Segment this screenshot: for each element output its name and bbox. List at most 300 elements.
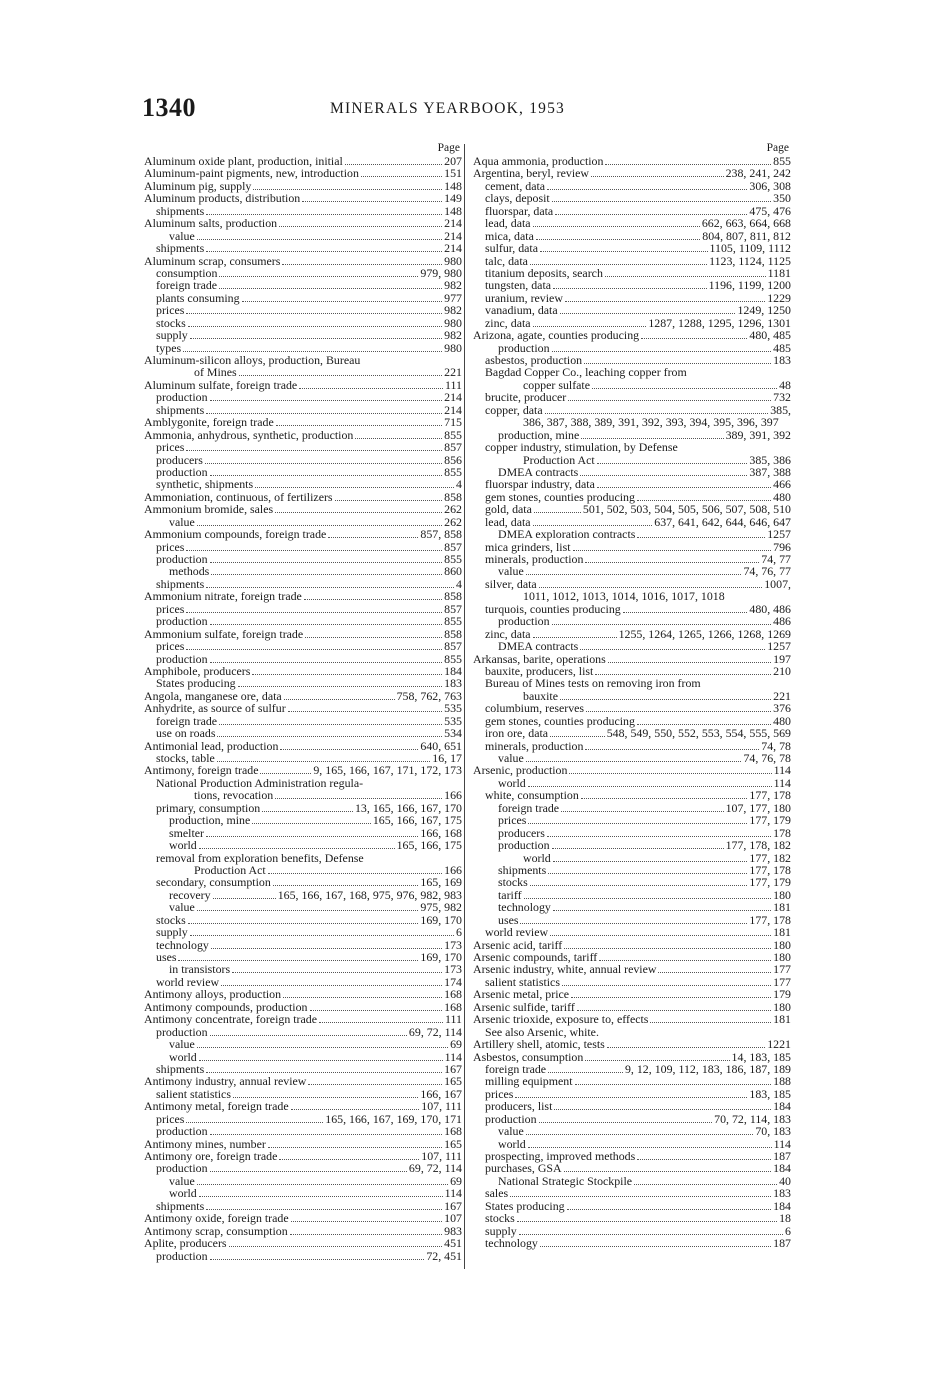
entry-pages: 167 <box>444 1198 462 1213</box>
entry-pages: 758, 762, 763 <box>396 688 462 703</box>
index-entry <box>144 565 462 577</box>
index-entry <box>473 528 791 540</box>
entry-text: stocks <box>156 912 186 927</box>
leader-dots <box>680 443 789 451</box>
entry-pages: 165, 166, 175 <box>396 838 462 853</box>
entry-text: Artillery shell, atomic, tests <box>473 1037 605 1052</box>
entry-pages: 177 <box>773 974 791 989</box>
entry-pages: 855 <box>444 464 462 479</box>
entry-text: Aluminum-paint pigments, new, introduction <box>144 166 359 181</box>
index-entry <box>473 590 791 602</box>
entry-pages: 857 <box>444 539 462 554</box>
index-entry <box>144 1125 462 1137</box>
leader-dots <box>355 430 442 439</box>
entry-text: consumption <box>156 265 218 280</box>
entry-pages: 640, 651 <box>420 738 462 753</box>
index-entry <box>144 1162 462 1174</box>
entry-text: titanium deposits, search <box>485 265 603 280</box>
entry-text: removal from exploration benefits, Defense <box>156 850 364 865</box>
index-entry <box>473 1013 791 1025</box>
entry-text: milling equipment <box>485 1074 573 1089</box>
entry-text: prices <box>156 1111 185 1126</box>
entry-pages: 221 <box>773 688 791 703</box>
leader-dots <box>689 368 789 376</box>
leader-dots <box>276 417 442 426</box>
entry-text: prices <box>156 639 185 654</box>
entry-pages: 168 <box>444 1124 462 1139</box>
index-entry <box>473 478 791 490</box>
entry-text: clays, deposit <box>485 191 550 206</box>
entry-text: Antimonial lead, production <box>144 738 279 753</box>
entry-text: Arsenic metal, price <box>473 987 570 1002</box>
leader-dots <box>526 1126 754 1135</box>
entry-pages: 72, 451 <box>426 1248 462 1263</box>
entry-text: fluorspar industry, data <box>485 477 595 492</box>
entry-pages: 177, 178, 182 <box>725 838 791 853</box>
entry-pages: 187 <box>773 1236 791 1251</box>
entry-text: Antimony metal, foreign trade <box>144 1099 289 1114</box>
entry-text: shipments <box>156 241 205 256</box>
leader-dots <box>597 455 748 464</box>
leader-dots <box>552 343 772 352</box>
page-number: 1340 <box>142 93 196 122</box>
entry-text: lead, data <box>485 216 531 231</box>
entry-text: value <box>169 900 195 915</box>
leader-dots <box>585 741 759 750</box>
leader-dots <box>540 243 708 252</box>
entry-text: production <box>156 552 208 566</box>
entry-pages: 982 <box>444 278 462 293</box>
index-entry <box>473 366 791 378</box>
entry-text: mica grinders, list <box>485 539 571 554</box>
index-entry <box>144 615 462 627</box>
entry-text: production, mine <box>169 813 251 828</box>
entry-text: Aplite, producers <box>144 1236 227 1251</box>
entry-text: vanadium, data <box>485 303 558 318</box>
entry-text: foreign trade <box>156 278 218 293</box>
leader-dots <box>260 765 311 774</box>
leader-dots <box>279 1151 419 1160</box>
entry-text: technology <box>498 900 551 915</box>
page-column-label: Page <box>437 142 460 154</box>
entry-text: Amblygonite, foreign trade <box>144 415 274 430</box>
leader-dots <box>595 666 771 675</box>
running-head: MINERALS YEARBOOK, 1953 <box>330 100 565 117</box>
leader-dots <box>599 952 771 961</box>
index-entry <box>144 192 462 204</box>
entry-pages: 107, 111 <box>421 1099 462 1114</box>
leader-dots <box>568 392 771 401</box>
leader-dots <box>520 915 747 924</box>
entry-text: technology <box>485 1236 538 1251</box>
entry-pages: 214 <box>444 402 462 417</box>
index-entry <box>144 1237 462 1249</box>
entry-pages: 177 <box>773 962 791 977</box>
entry-text: shipments <box>498 862 547 877</box>
leader-dots <box>186 542 442 551</box>
entry-pages: 107, 111 <box>421 1149 462 1163</box>
entry-text: value <box>169 228 195 243</box>
entry-text: Aluminum sulfate, foreign trade <box>144 377 298 392</box>
leader-dots <box>637 529 765 538</box>
index-entry <box>144 789 462 801</box>
entry-text: Arizona, agate, counties producing <box>473 328 640 343</box>
entry-text: Angola, manganese ore, data <box>144 688 282 703</box>
entry-text: production <box>485 1111 537 1126</box>
leader-dots <box>211 940 442 949</box>
entry-pages: 165, 166, 167, 169, 170, 171 <box>325 1111 462 1126</box>
index-entry <box>144 478 462 490</box>
entry-text: copper industry, stimulation, by Defense <box>485 440 678 455</box>
index-entry <box>144 329 462 341</box>
entry-text: fluorspar, data <box>485 203 554 218</box>
entry-text: producers <box>156 452 203 467</box>
leader-dots <box>233 1089 418 1098</box>
entry-pages: 855 <box>444 614 462 629</box>
leader-dots <box>197 231 442 240</box>
entry-text: DMEA contracts <box>498 464 579 479</box>
leader-dots <box>206 243 442 252</box>
entry-pages: 214 <box>444 228 462 243</box>
entry-text: bauxite <box>523 688 558 703</box>
leader-dots <box>552 840 724 849</box>
leader-dots <box>781 418 789 426</box>
entry-pages: 451 <box>444 1236 462 1251</box>
entry-text: prices <box>156 303 185 318</box>
entry-text: shipments <box>156 203 205 218</box>
leader-dots <box>365 779 460 787</box>
entry-pages: 1257 <box>767 527 791 542</box>
entry-text: value <box>498 1124 524 1139</box>
entry-text: Arsenic, production <box>473 763 568 778</box>
index-entry <box>473 1162 791 1174</box>
index-entry <box>473 988 791 1000</box>
entry-text: world <box>523 850 551 865</box>
entry-pages: 74, 76, 77 <box>743 564 791 579</box>
entry-pages: 480 <box>773 489 791 504</box>
index-entry <box>473 279 791 291</box>
entry-pages: 262 <box>444 514 462 529</box>
entry-pages: 14, 183, 185 <box>731 1049 791 1064</box>
entry-pages: 858 <box>444 626 462 641</box>
entry-text: world review <box>156 974 220 989</box>
entry-text: foreign trade <box>485 1061 547 1076</box>
leader-dots <box>186 442 442 451</box>
leader-dots <box>536 231 700 240</box>
leader-dots <box>539 579 763 588</box>
leader-dots <box>238 678 443 687</box>
entry-text: Bagdad Copper Co., leaching copper from <box>485 365 687 380</box>
leader-dots <box>219 268 418 277</box>
entry-text: Arsenic compounds, tariff <box>473 950 598 964</box>
entry-text: stocks <box>485 1211 515 1226</box>
entry-text: Ammonium nitrate, foreign trade <box>144 589 302 604</box>
entry-pages: 534 <box>444 726 462 741</box>
leader-dots <box>561 803 724 812</box>
leader-dots <box>210 1126 443 1135</box>
leader-dots <box>319 1014 443 1023</box>
leader-dots <box>210 654 443 663</box>
entry-text: value <box>498 751 524 765</box>
index-entry <box>144 391 462 403</box>
leader-dots <box>219 280 442 289</box>
entry-text: uses <box>156 950 177 964</box>
entry-pages: 177, 178 <box>749 912 791 927</box>
index-entry <box>144 852 462 864</box>
entry-text: stocks <box>498 875 528 890</box>
leader-dots <box>637 716 771 725</box>
entry-pages: 1007, <box>764 576 791 591</box>
leader-dots <box>586 703 771 712</box>
index-entry <box>144 1038 462 1050</box>
entry-pages: 238, 241, 242 <box>725 166 791 181</box>
leader-dots <box>562 977 771 986</box>
leader-dots <box>283 989 442 998</box>
leader-dots <box>533 629 617 638</box>
entry-text: Antimony mines, number <box>144 1136 266 1151</box>
index-entry <box>473 441 791 453</box>
entry-pages: 376 <box>773 701 791 716</box>
entry-pages: 177, 182 <box>749 850 791 865</box>
entry-text: Asbestos, consumption <box>473 1049 584 1064</box>
index-entry <box>473 839 791 851</box>
entry-pages: 306, 308 <box>749 178 791 193</box>
leader-dots <box>637 492 771 501</box>
entry-pages: 181 <box>773 925 791 940</box>
entry-text: DMEA exploration contracts <box>498 527 636 542</box>
entry-text: sulfur, data <box>485 241 539 256</box>
entry-pages: 149 <box>444 191 462 206</box>
leader-dots <box>540 1238 771 1247</box>
leader-dots <box>252 815 371 824</box>
entry-pages: 184 <box>773 1161 791 1176</box>
entry-text: production, mine <box>498 427 580 442</box>
index-entry <box>144 1250 462 1262</box>
index-entry <box>144 988 462 1000</box>
entry-pages: 187 <box>773 1149 791 1163</box>
entry-pages: 181 <box>773 900 791 915</box>
entry-pages: 180 <box>773 950 791 964</box>
leader-dots <box>584 355 771 364</box>
leader-dots <box>229 1238 443 1247</box>
entry-text: iron ore, data <box>485 726 549 741</box>
index-entry <box>144 590 462 602</box>
index-entry <box>473 876 791 888</box>
entry-pages: 177, 179 <box>749 813 791 828</box>
entry-text: Arsenic trioxide, exposure to, effects <box>473 1012 649 1027</box>
leader-dots <box>197 902 419 911</box>
entry-pages: 184 <box>773 1099 791 1114</box>
entry-text: Antimony alloys, production <box>144 987 282 1002</box>
leader-dots <box>605 268 766 277</box>
index-entry <box>144 628 462 640</box>
entry-pages: 114 <box>773 763 791 778</box>
leader-dots <box>545 405 769 414</box>
entry-text: foreign trade <box>156 713 218 728</box>
entry-pages: 662, 663, 664, 668 <box>701 216 791 231</box>
leader-dots <box>555 206 747 215</box>
entry-pages: 480, 486 <box>749 601 791 616</box>
entry-text: methods <box>169 564 210 579</box>
entry-pages: 69, 72, 114 <box>408 1161 462 1176</box>
leader-dots <box>288 703 442 712</box>
leader-dots <box>199 1188 443 1197</box>
entry-text: use on roads <box>156 726 216 741</box>
entry-pages: 262 <box>444 502 462 517</box>
entry-pages: 114 <box>444 1049 462 1064</box>
index-entry <box>473 814 791 826</box>
leader-dots <box>262 803 353 812</box>
entry-text: Aluminum products, distribution <box>144 191 301 206</box>
entry-pages: 70, 183 <box>755 1124 791 1139</box>
index-entry <box>473 1237 791 1249</box>
entry-pages: 173 <box>444 962 462 977</box>
leader-dots <box>183 343 442 352</box>
entry-text: Production Act <box>523 452 595 467</box>
entry-text: production <box>156 1248 208 1263</box>
entry-text: gem stones, counties producing <box>485 713 635 728</box>
leader-dots <box>345 156 442 165</box>
leader-dots <box>548 865 747 874</box>
entry-pages: 16, 17 <box>432 751 462 765</box>
entry-pages: 214 <box>444 390 462 405</box>
leader-dots <box>280 741 418 750</box>
entry-pages: 177, 178 <box>749 862 791 877</box>
index-entry <box>473 789 791 801</box>
entry-pages: 180 <box>773 887 791 902</box>
index-entry <box>473 1200 791 1212</box>
index-entry <box>144 777 462 789</box>
entry-text: Arsenic sulfide, tariff <box>473 999 575 1014</box>
entry-text: Antimony oxide, foreign trade <box>144 1211 289 1226</box>
entry-pages: 165, 166, 167, 168, 975, 976, 982, 983 <box>277 887 462 902</box>
leader-dots <box>186 1114 323 1123</box>
entry-text: Ammonium compounds, foreign trade <box>144 527 327 542</box>
entry-text: talc, data <box>485 253 528 268</box>
leader-dots <box>577 1002 771 1011</box>
leader-dots <box>564 1163 772 1172</box>
entry-text: production <box>498 340 550 355</box>
entry-pages: 168 <box>444 999 462 1014</box>
index-entry <box>144 677 462 689</box>
entry-text: Aqua ammonia, production <box>473 154 604 168</box>
index-column-left <box>144 141 462 1262</box>
index-entry <box>473 963 791 975</box>
entry-pages: 857, 858 <box>420 527 462 542</box>
entry-text: uses <box>498 912 519 927</box>
entry-text: Aluminum oxide plant, production, initial <box>144 154 343 168</box>
leader-dots <box>533 318 647 327</box>
entry-text: National Strategic Stockpile <box>498 1173 633 1188</box>
entry-pages: 389, 391, 392 <box>725 427 791 442</box>
column-divider <box>464 144 465 1269</box>
leader-dots <box>210 467 443 476</box>
entry-pages: 9, 12, 109, 112, 183, 186, 187, 189 <box>624 1061 791 1076</box>
leader-dots <box>186 305 442 314</box>
leader-dots <box>581 790 748 799</box>
entry-pages: 114 <box>444 1186 462 1201</box>
entry-text: tungsten, data <box>485 278 552 293</box>
leader-dots <box>242 293 443 302</box>
entry-pages: 715 <box>444 415 462 430</box>
entry-pages: 184 <box>444 663 462 678</box>
leader-dots <box>232 964 442 973</box>
entry-pages: 975, 982 <box>420 900 462 915</box>
entry-pages: 214 <box>444 216 462 231</box>
leader-dots <box>210 1027 407 1036</box>
index-entry <box>473 167 791 179</box>
entry-text: bauxite, producers, list <box>485 663 594 678</box>
entry-pages: 183 <box>773 353 791 367</box>
entry-pages: 860 <box>444 564 462 579</box>
leader-dots <box>206 828 418 837</box>
entry-text: production <box>156 1161 208 1176</box>
entry-text: white, consumption <box>485 788 579 803</box>
leader-dots <box>199 840 395 849</box>
entry-pages: 796 <box>773 539 791 554</box>
entry-text: production <box>156 390 208 405</box>
leader-dots <box>565 293 765 302</box>
entry-pages: 387, 388 <box>749 464 791 479</box>
entry-pages: 480, 485 <box>749 328 791 343</box>
entry-pages: 166 <box>444 862 462 877</box>
entry-text: minerals, production <box>485 552 584 566</box>
index-entry <box>473 329 791 341</box>
entry-text: stocks <box>156 315 186 330</box>
entry-text: uranium, review <box>485 290 563 305</box>
entry-pages: 183 <box>773 1186 791 1201</box>
leader-dots <box>206 1064 442 1073</box>
leader-dots <box>217 753 430 762</box>
index-entry <box>144 814 462 826</box>
index-entry <box>144 167 462 179</box>
entry-text: shipments <box>156 576 205 591</box>
index-entry <box>473 1175 791 1187</box>
entry-text: columbium, reserves <box>485 701 585 716</box>
index-entry <box>144 217 462 229</box>
index-entry <box>144 503 462 515</box>
index-entry <box>144 727 462 739</box>
leader-dots <box>573 542 772 551</box>
entry-pages: 18 <box>779 1211 791 1226</box>
index-entry <box>144 441 462 453</box>
entry-pages: 181 <box>773 1012 791 1027</box>
entry-text: Arsenic industry, white, annual review <box>473 962 657 977</box>
leader-dots <box>528 1139 772 1148</box>
leader-dots <box>210 392 443 401</box>
entry-text: brucite, producer <box>485 390 567 405</box>
leader-dots <box>580 641 765 650</box>
entry-text: mica, data <box>485 228 534 243</box>
entry-pages: 548, 549, 550, 552, 553, 554, 555, 569 <box>606 726 791 741</box>
entry-pages: 856 <box>444 452 462 467</box>
entry-pages: 188 <box>773 1074 791 1089</box>
entry-text: prices <box>156 539 185 554</box>
leader-dots <box>585 1052 729 1061</box>
leader-dots <box>308 1076 442 1085</box>
leader-dots <box>362 356 460 364</box>
entry-text: recovery <box>169 887 211 902</box>
leader-dots <box>528 815 747 824</box>
entry-text: Aluminum pig, supply <box>144 178 252 193</box>
entry-text: Antimony concentrate, foreign trade <box>144 1012 318 1027</box>
leader-dots <box>567 1201 772 1210</box>
entry-text: value <box>169 514 195 529</box>
leader-dots <box>197 517 442 526</box>
leader-dots <box>650 1014 771 1023</box>
entry-text: in transistors <box>169 962 231 977</box>
entry-pages: 1249, 1250 <box>737 303 791 318</box>
